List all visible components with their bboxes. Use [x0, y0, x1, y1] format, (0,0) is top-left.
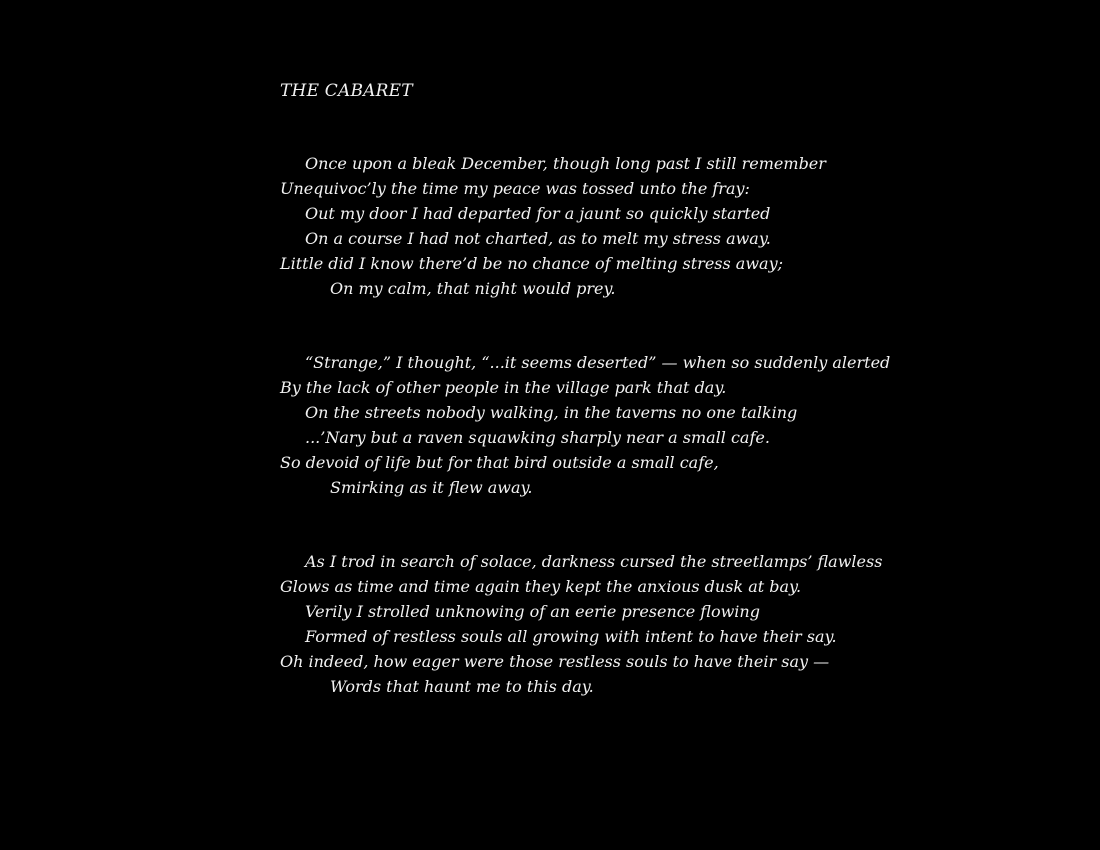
stanza-2 — [280, 350, 1060, 500]
stanza-line: By the lack of other people in the village park that day. — [280, 378, 727, 397]
stanza-line: Verily I strolled unknowing of an eerie presence flowing — [305, 602, 760, 621]
stanza-line: Little did I know there’d be no chance of melting stress away; — [280, 254, 784, 273]
stanza-line: As I trod in search of solace, darkness cursed the streetlamps’ flawless — [305, 552, 883, 571]
stanza-line: Words that haunt me to this day. — [330, 677, 594, 696]
stanza-line: Out my door I had departed for a jaunt so quickly started — [305, 204, 771, 223]
poem-title: THE CABARET — [280, 81, 413, 101]
stanza-line: On the streets nobody walking, in the taverns no one talking — [305, 403, 798, 422]
stanza-1 — [280, 151, 1060, 301]
stanza-line: ...’Nary but a raven squawking sharply near a small cafe. — [305, 428, 770, 447]
stanza-line: So devoid of life but for that bird outside a small cafe, — [280, 453, 719, 472]
stanza-3 — [280, 549, 1060, 699]
stanza-line: Once upon a bleak December, though long past I still remember — [305, 154, 826, 173]
stanza-line: Smirking as it flew away. — [330, 478, 533, 497]
stanza-line: Unequivoc’ly the time my peace was tossed unto the fray: — [280, 179, 750, 198]
stanza-line: Formed of restless souls all growing with intent to have their say. — [305, 627, 837, 646]
stanza-line: Glows as time and time again they kept the anxious dusk at bay. — [280, 577, 802, 596]
stanza-line: On a course I had not charted, as to melt my stress away. — [305, 229, 771, 248]
stanza-line: On my calm, that night would prey. — [330, 279, 616, 298]
stanza-line: “Strange,” I thought, “...it seems deserted” — when so suddenly alerted — [305, 353, 891, 372]
stanza-line: Oh indeed, how eager were those restless souls to have their say — — [280, 652, 830, 671]
poem-body — [280, 78, 1060, 699]
